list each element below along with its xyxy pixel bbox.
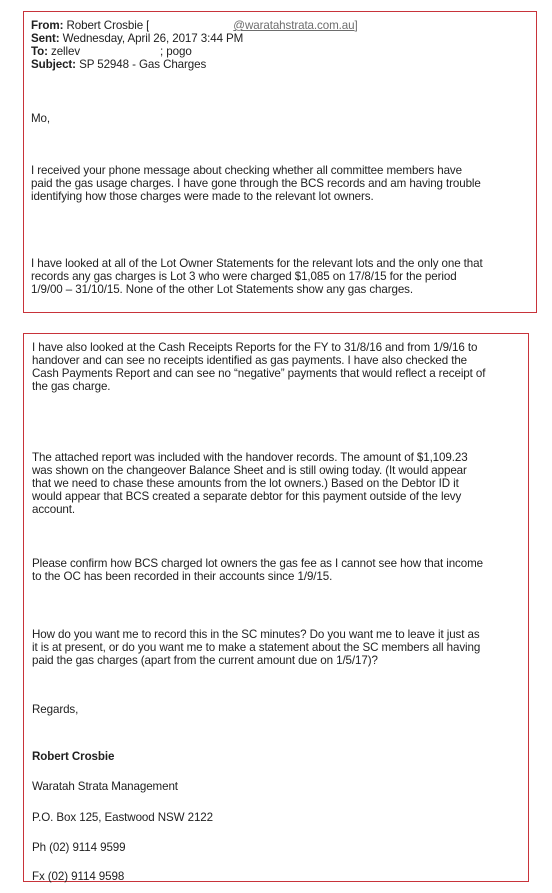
paragraph-line: How do you want me to record this in the SC minutes? Do you want me to leave it just as	[32, 628, 480, 641]
paragraph-line: I have also looked at the Cash Receipts Reports for the FY to 31/8/16 and from 1/9/16 to	[32, 341, 478, 354]
sent-value: Wednesday, April 26, 2017 3:44 PM	[62, 32, 244, 45]
paragraph-line: it is at present, or do you want me to make a statement about the SC members all having	[32, 641, 481, 654]
greeting: Mo,	[31, 112, 51, 125]
from-name: Robert Crosbie [	[66, 19, 150, 32]
from-line	[31, 19, 358, 32]
redacted-email-user	[149, 19, 233, 32]
subject-label: Subject:	[31, 58, 76, 71]
paragraph-line: I have looked at all of the Lot Owner Statements for the relevant lots and the only one that	[31, 257, 483, 270]
regards: Regards,	[32, 703, 79, 716]
sent-label: Sent:	[31, 32, 60, 45]
paragraph-line: that we need to chase these amounts from the lot owners.) Based on the Debtor ID it	[32, 477, 459, 490]
from-label: From:	[31, 19, 64, 32]
signature-fax: Fx (02) 9114 9598	[32, 870, 125, 883]
paragraph-line: Please confirm how BCS charged lot owners the gas fee as I cannot see how that income	[32, 557, 483, 570]
paragraph-line: paid the gas charges (apart from the current amount due on 1/5/17)?	[32, 654, 378, 667]
signature-name: Robert Crosbie	[32, 750, 115, 763]
paragraph-line: was shown on the changeover Balance Sheet and is still owing today. (It would appear	[32, 464, 467, 477]
paragraph-line: 1/9/00 – 31/10/15. None of the other Lot Statements show any gas charges.	[31, 283, 413, 296]
paragraph-line: would appear that BCS created a separate debtor for this payment outside of the levy	[32, 490, 462, 503]
paragraph-line: identifying how those charges were made to the relevant lot owners.	[31, 190, 374, 203]
email-page-2	[23, 333, 529, 882]
paragraph-line: Cash Payments Report and can see no “negative” payments that would reflect a receipt of	[32, 367, 486, 380]
paragraph-line: I received your phone message about checking whether all committee members have	[31, 164, 462, 177]
to-value-start: zellev	[51, 45, 81, 58]
paragraph-line: paid the gas usage charges. I have gone through the BCS records and am having trouble	[31, 177, 481, 190]
paragraph-line: The attached report was included with the handover records. The amount of $1,109.23	[32, 451, 468, 464]
to-label: To:	[31, 45, 48, 58]
paragraph-line: to the OC has been recorded in their accounts since 1/9/15.	[32, 570, 333, 583]
paragraph-line: account.	[32, 503, 76, 516]
paragraph-line: records any gas charges is Lot 3 who were charged $1,085 on 17/8/15 for the period	[31, 270, 457, 283]
subject-value: SP 52948 - Gas Charges	[79, 58, 207, 71]
to-value-end: ; pogo	[160, 45, 192, 58]
redacted-recipient	[80, 45, 160, 58]
paragraph-line: handover and can see no receipts identified as gas payments. I have also checked the	[32, 354, 468, 367]
to-line	[31, 45, 192, 58]
sent-line	[31, 32, 243, 45]
signature-company: Waratah Strata Management	[32, 780, 178, 793]
subject-line	[31, 58, 206, 71]
signature-phone: Ph (02) 9114 9599	[32, 841, 126, 854]
from-email-domain: @waratahstrata.com.au]	[233, 19, 358, 32]
email-page-1	[23, 11, 537, 313]
signature-address: P.O. Box 125, Eastwood NSW 2122	[32, 811, 214, 824]
paragraph-line: the gas charge.	[32, 380, 111, 393]
